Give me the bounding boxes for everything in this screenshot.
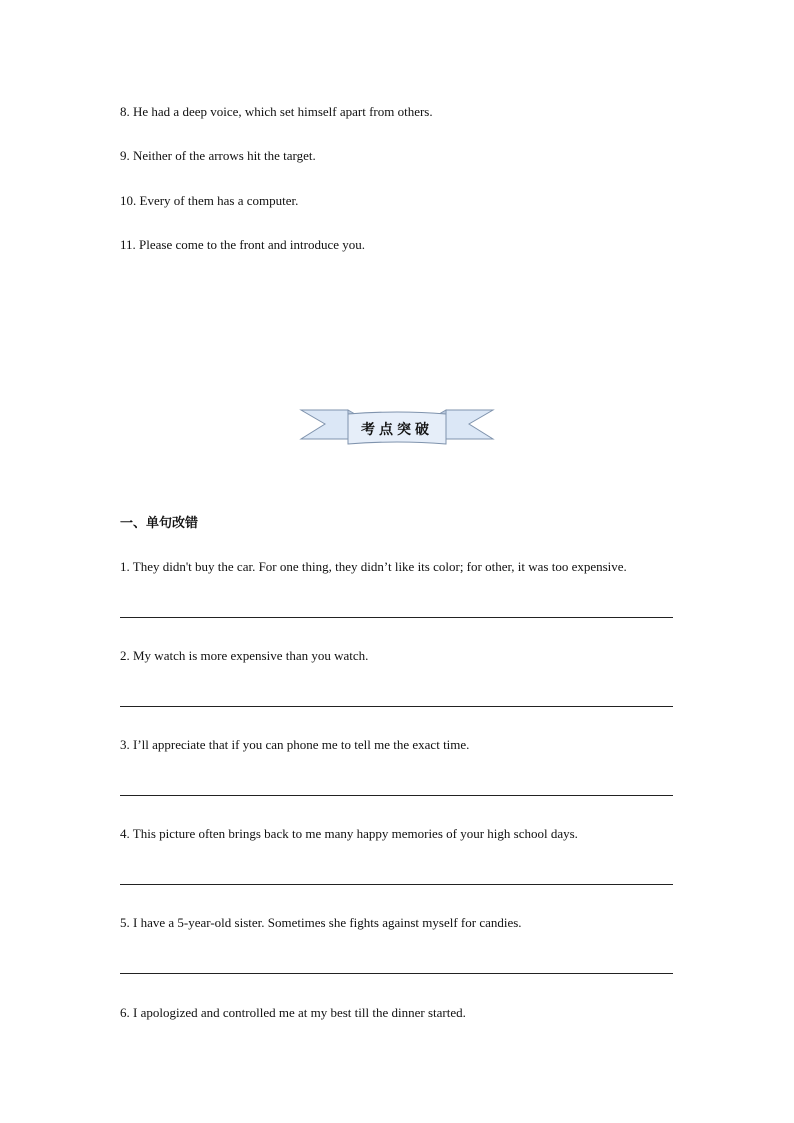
answer-line-2[interactable]	[120, 706, 673, 707]
banner-title: 考点突破	[361, 422, 433, 438]
answer-line-3[interactable]	[120, 795, 673, 796]
section-banner	[299, 406, 495, 450]
previous-item-8: 8. He had a deep voice, which set himself apart from others.	[120, 104, 433, 119]
question-2: 2. My watch is more expensive than you watch.	[120, 648, 369, 663]
answer-line-1[interactable]	[120, 617, 673, 618]
question-4: 4. This picture often brings back to me many happy memories of your high school days.	[120, 826, 578, 841]
question-1: 1. They didn't buy the car. For one thing, they didn’t like its color; for other, it was too expensive.	[120, 559, 627, 574]
answer-line-4[interactable]	[120, 884, 673, 885]
previous-item-9: 9. Neither of the arrows hit the target.	[120, 148, 316, 163]
question-3: 3. I’ll appreciate that if you can phone me to tell me the exact time.	[120, 737, 470, 752]
question-6: 6. I apologized and controlled me at my best till the dinner started.	[120, 1005, 466, 1020]
previous-item-11: 11. Please come to the front and introduce you.	[120, 237, 366, 252]
previous-item-10: 10. Every of them has a computer.	[120, 193, 299, 208]
section-heading: 一、单句改错	[120, 516, 199, 531]
question-5: 5. I have a 5-year-old sister. Sometimes she fights against myself for candies.	[120, 915, 522, 930]
answer-line-5[interactable]	[120, 973, 673, 974]
